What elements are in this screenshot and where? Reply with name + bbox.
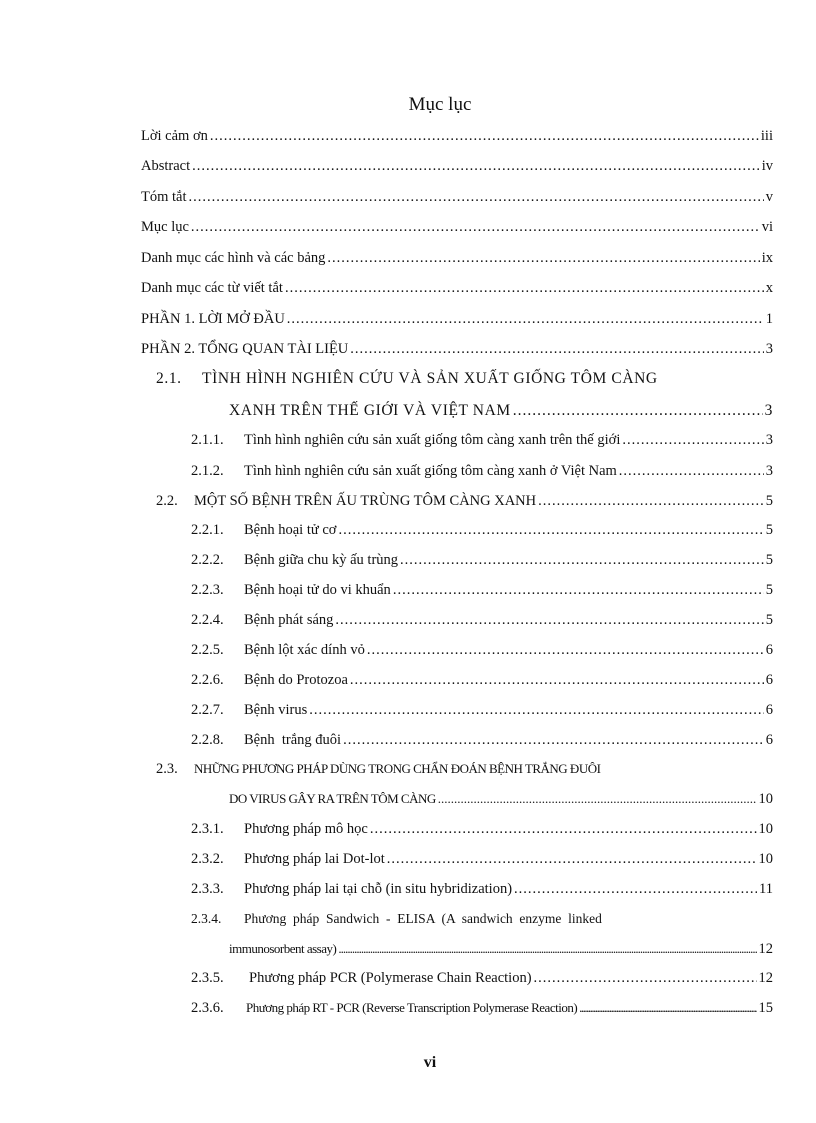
toc-entry-label: PHẦN 2. TỔNG QUAN TÀI LIỆU — [141, 341, 349, 357]
toc-entry[interactable] — [191, 672, 773, 689]
toc-entry-label: Phương pháp lai Dot-lot — [244, 851, 385, 867]
toc-entry-number: 2.3.5. — [191, 970, 224, 986]
toc-entry-label: PHẦN 1. LỜI MỞ ĐẦU — [141, 311, 285, 327]
dot-leader — [343, 732, 764, 749]
dot-leader — [189, 189, 764, 206]
dot-leader — [287, 311, 764, 328]
dot-leader — [210, 128, 759, 145]
toc-entry[interactable] — [191, 881, 773, 898]
toc-entry[interactable] — [191, 642, 773, 659]
toc-entry-page: 3 — [764, 402, 773, 419]
page-title: Mục lục — [408, 94, 472, 115]
dot-leader — [438, 791, 757, 807]
toc-entry-number: 2.2.8. — [191, 732, 224, 748]
toc-entry-page: 3 — [765, 432, 773, 448]
toc-entry[interactable] — [191, 552, 773, 569]
dot-leader — [513, 402, 763, 420]
toc-entry-label: Bệnh do Protozoa — [244, 672, 348, 688]
toc-entry[interactable] — [156, 493, 773, 510]
toc-entry-page: 10 — [758, 791, 773, 807]
dot-leader — [534, 970, 757, 987]
toc-entry-label: Abstract — [141, 158, 191, 174]
toc-entry-label: Bệnh hoại tử do vi khuẩn — [244, 582, 391, 598]
dot-leader — [400, 552, 764, 569]
toc-entry-page: 5 — [765, 552, 773, 568]
toc-entry-page: 5 — [765, 493, 773, 509]
toc-entry-label: Tình hình nghiên cứu sản xuất giống tôm càng xanh trên thế giới — [244, 432, 621, 448]
toc-entry[interactable] — [141, 189, 773, 206]
toc-entry-page: 5 — [765, 582, 773, 598]
toc-entry-number: 2.2.6. — [191, 672, 224, 688]
toc-entry-page: ix — [761, 250, 773, 266]
dot-leader — [370, 821, 757, 838]
toc-entry-page: 10 — [758, 821, 773, 837]
toc-entry-label: Phương pháp Sandwich - ELISA (A sandwich enzyme linked — [244, 911, 602, 926]
toc-entry[interactable] — [191, 911, 773, 927]
toc-entry-label: Bệnh trắng đuôi — [244, 732, 342, 748]
toc-entry[interactable] — [141, 219, 773, 236]
toc-entry[interactable] — [191, 851, 773, 868]
toc-entry-page: 12 — [758, 941, 773, 957]
toc-entry-page: 3 — [765, 463, 773, 479]
toc-entry[interactable] — [229, 941, 773, 958]
toc-entry-label: immunosorbent assay) — [229, 941, 337, 956]
dot-leader — [192, 158, 760, 175]
dot-leader — [579, 1000, 756, 1016]
toc-entry[interactable] — [191, 432, 773, 449]
toc-entry-page: v — [765, 189, 773, 205]
dot-leader — [338, 522, 763, 539]
toc-entry-label: Phương pháp mô học — [244, 821, 368, 837]
toc-entry-page: 6 — [765, 732, 773, 748]
dot-leader — [335, 612, 763, 629]
dot-leader — [514, 881, 757, 898]
toc-entry-label: Tóm tắt — [141, 189, 187, 205]
dot-leader — [387, 851, 757, 868]
toc-entry[interactable] — [191, 1000, 773, 1017]
toc-entry[interactable] — [141, 341, 773, 358]
toc-entry-page: iii — [760, 128, 773, 144]
toc-entry-page: vi — [761, 219, 773, 235]
toc-entry-label: Bệnh lột xác dính vỏ — [244, 642, 365, 658]
toc-entry-page: iv — [761, 158, 773, 174]
toc-entry-page: 6 — [765, 672, 773, 688]
toc-entry-label: MỘT SỐ BỆNH TRÊN ẤU TRÙNG TÔM CÀNG XANH — [194, 493, 537, 509]
toc-entry[interactable] — [191, 970, 773, 987]
toc-entry-number: 2.2.5. — [191, 642, 224, 658]
toc-entry[interactable] — [191, 522, 773, 539]
toc-entry-page: x — [765, 280, 773, 296]
dot-leader — [309, 702, 764, 719]
toc-entry-page: 1 — [765, 311, 773, 327]
toc-entry[interactable] — [191, 702, 773, 719]
dot-leader — [622, 432, 763, 449]
toc-entry-page: 3 — [765, 341, 773, 357]
toc-entry-label: Danh mục các hình và các bảng — [141, 250, 326, 266]
dot-leader — [327, 250, 759, 267]
toc-entry-label: Tình hình nghiên cứu sản xuất giống tôm càng xanh ở Việt Nam — [244, 463, 617, 479]
toc-entry-number: 2.2.7. — [191, 702, 224, 718]
toc-entry-page: 10 — [758, 851, 773, 867]
toc-entry-label: Bệnh phát sáng — [244, 612, 334, 628]
toc-entry-label: Phương pháp PCR (Polymerase Chain Reaction) — [249, 970, 532, 986]
toc-entry[interactable] — [156, 370, 773, 388]
toc-entry[interactable] — [191, 463, 773, 480]
toc-entry-label: NHỮNG PHƯƠNG PHÁP DÙNG TRONG CHẨN ĐOÁN BỆNH TRẮNG ĐUÔI — [194, 761, 601, 776]
toc-entry-page: 11 — [759, 881, 773, 897]
toc-entry-number: 2.2.2. — [191, 552, 224, 568]
toc-entry-label: XANH TRÊN THẾ GIỚI VÀ VIỆT NAM — [229, 402, 511, 419]
toc-entry-page: 6 — [765, 702, 773, 718]
toc-entry-number: 2.1.2. — [191, 463, 224, 479]
toc-entry[interactable] — [191, 612, 773, 629]
toc-entry-label: Lời cảm ơn — [141, 128, 208, 144]
toc-entry-number: 2.1.1. — [191, 432, 224, 448]
toc-entry-number: 2.2.1. — [191, 522, 224, 538]
toc-entry-label: Danh mục các từ viết tắt — [141, 280, 283, 296]
toc-entry[interactable] — [141, 128, 773, 145]
toc-entry[interactable] — [141, 158, 773, 175]
toc-entry[interactable] — [141, 311, 773, 328]
toc-entry-label: Phương pháp lai tại chỗ (in situ hybridization) — [244, 881, 513, 897]
toc-entry-label: Bệnh hoại tử cơ — [244, 522, 337, 538]
dot-leader — [191, 219, 760, 236]
dot-leader — [619, 463, 764, 480]
dot-leader — [350, 341, 763, 358]
toc-entry[interactable] — [191, 582, 773, 599]
toc-entry-number: 2.3.4. — [191, 911, 222, 926]
toc-entry-label: Bệnh virus — [244, 702, 308, 718]
toc-entry-number: 2.1. — [156, 370, 182, 387]
toc-entry-number: 2.2.4. — [191, 612, 224, 628]
toc-entry-page: 5 — [765, 522, 773, 538]
toc-entry[interactable] — [141, 280, 773, 297]
dot-leader — [285, 280, 764, 297]
dot-leader — [367, 642, 764, 659]
toc-entry[interactable] — [229, 402, 773, 420]
toc-entry-label: Bệnh giữa chu kỳ ấu trùng — [244, 552, 399, 568]
toc-entry-page: 6 — [765, 642, 773, 658]
toc-entry[interactable] — [191, 821, 773, 838]
toc-entry-number: 2.2. — [156, 493, 178, 509]
toc-entry[interactable] — [191, 732, 773, 749]
toc-entry-number: 2.3.3. — [191, 881, 224, 897]
toc-entry-number: 2.2.3. — [191, 582, 224, 598]
toc-entry-label: DO VIRUS GÂY RA TRÊN TÔM CÀNG — [229, 791, 436, 806]
dot-leader — [350, 672, 764, 689]
toc-entry-number: 2.3.1. — [191, 821, 224, 837]
page-number-footer: vi — [423, 1054, 437, 1071]
toc-entry[interactable] — [141, 250, 773, 267]
toc-entry-label: TÌNH HÌNH NGHIÊN CỨU VÀ SẢN XUẤT GIỐNG TÔM CÀNG — [202, 370, 658, 387]
dot-leader — [538, 493, 764, 510]
toc-entry-number: 2.3.6. — [191, 1000, 224, 1016]
toc-entry-number: 2.3. — [156, 761, 178, 777]
dot-leader — [338, 941, 756, 957]
toc-entry[interactable] — [229, 791, 773, 808]
dot-leader — [393, 582, 764, 599]
toc-entry-page: 12 — [758, 970, 773, 986]
toc-entry-number: 2.3.2. — [191, 851, 224, 867]
toc-entry-label: Mục lục — [141, 219, 189, 235]
toc-entry[interactable] — [156, 761, 773, 778]
toc-entry-label: Phương pháp RT - PCR (Reverse Transcription Polymerase Reaction) — [246, 1000, 578, 1015]
toc-entry-page: 5 — [765, 612, 773, 628]
toc-entry-page: 15 — [758, 1000, 773, 1016]
